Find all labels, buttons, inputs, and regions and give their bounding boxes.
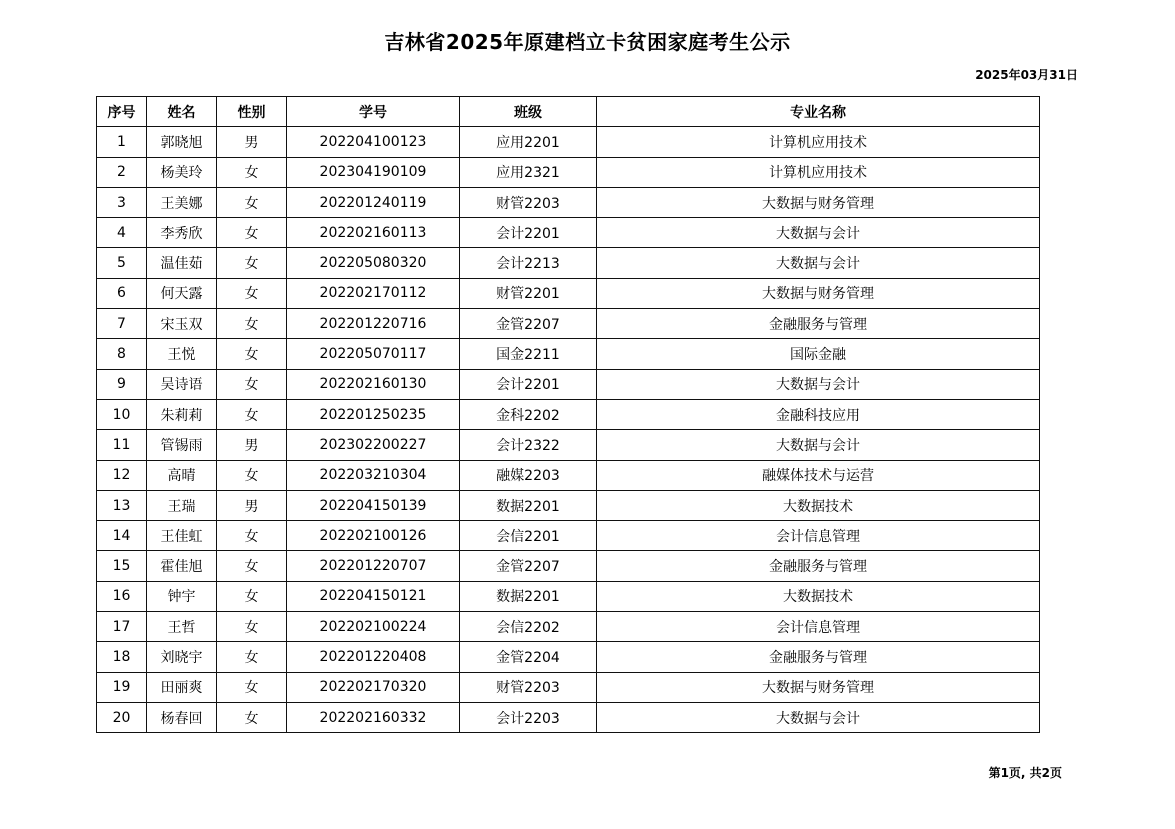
table-row [97, 187, 1040, 217]
cell-student-id: 202205080320 [287, 248, 460, 278]
cell-seq: 14 [97, 521, 147, 551]
cell-class: 财管2203 [460, 672, 597, 702]
cell-seq: 19 [97, 672, 147, 702]
cell-gender: 女 [217, 248, 287, 278]
cell-student-id: 202204100123 [287, 127, 460, 157]
cell-gender: 男 [217, 490, 287, 520]
table-row [97, 521, 1040, 551]
cell-gender: 女 [217, 460, 287, 490]
cell-class: 金管2207 [460, 309, 597, 339]
cell-seq: 1 [97, 127, 147, 157]
cell-student-id: 202201220408 [287, 642, 460, 672]
cell-class: 会计2201 [460, 218, 597, 248]
cell-student-id: 202202170112 [287, 278, 460, 308]
cell-class: 金管2207 [460, 551, 597, 581]
cell-gender: 女 [217, 672, 287, 702]
cell-class: 应用2321 [460, 157, 597, 187]
cell-gender: 女 [217, 399, 287, 429]
cell-major: 大数据与会计 [597, 369, 1040, 399]
cell-class: 国金2211 [460, 339, 597, 369]
cell-student-id: 202202100224 [287, 612, 460, 642]
cell-class: 财管2201 [460, 278, 597, 308]
cell-class: 会计2213 [460, 248, 597, 278]
cell-seq: 16 [97, 581, 147, 611]
table-row [97, 218, 1040, 248]
cell-seq: 9 [97, 369, 147, 399]
header-seq: 序号 [97, 97, 147, 127]
cell-name: 何天露 [147, 278, 217, 308]
cell-major: 大数据与财务管理 [597, 672, 1040, 702]
table-row [97, 127, 1040, 157]
cell-name: 霍佳旭 [147, 551, 217, 581]
cell-student-id: 202201250235 [287, 399, 460, 429]
cell-name: 王佳虹 [147, 521, 217, 551]
cell-major: 会计信息管理 [597, 521, 1040, 551]
cell-major: 大数据与财务管理 [597, 187, 1040, 217]
header-class: 班级 [460, 97, 597, 127]
header-name: 姓名 [147, 97, 217, 127]
cell-major: 金融服务与管理 [597, 551, 1040, 581]
cell-name: 朱莉莉 [147, 399, 217, 429]
table-row [97, 490, 1040, 520]
cell-gender: 女 [217, 157, 287, 187]
cell-seq: 8 [97, 339, 147, 369]
cell-student-id: 202205070117 [287, 339, 460, 369]
cell-name: 王悦 [147, 339, 217, 369]
cell-name: 李秀欣 [147, 218, 217, 248]
table-row [97, 642, 1040, 672]
cell-student-id: 202304190109 [287, 157, 460, 187]
cell-gender: 女 [217, 309, 287, 339]
cell-seq: 15 [97, 551, 147, 581]
cell-class: 会计2201 [460, 369, 597, 399]
cell-seq: 12 [97, 460, 147, 490]
cell-name: 宋玉双 [147, 309, 217, 339]
header-gender: 性别 [217, 97, 287, 127]
cell-seq: 7 [97, 309, 147, 339]
cell-class: 金科2202 [460, 399, 597, 429]
cell-student-id: 202202160113 [287, 218, 460, 248]
cell-major: 国际金融 [597, 339, 1040, 369]
cell-class: 数据2201 [460, 490, 597, 520]
publish-date: 2025年03月31日 [975, 68, 1078, 82]
cell-student-id: 202202160130 [287, 369, 460, 399]
cell-seq: 4 [97, 218, 147, 248]
cell-major: 大数据与财务管理 [597, 278, 1040, 308]
cell-student-id: 202302200227 [287, 430, 460, 460]
cell-student-id: 202201220707 [287, 551, 460, 581]
cell-student-id: 202202100126 [287, 521, 460, 551]
cell-gender: 女 [217, 369, 287, 399]
cell-student-id: 202201240119 [287, 187, 460, 217]
cell-major: 金融服务与管理 [597, 642, 1040, 672]
table-row [97, 339, 1040, 369]
cell-gender: 女 [217, 339, 287, 369]
cell-student-id: 202204150139 [287, 490, 460, 520]
cell-gender: 女 [217, 642, 287, 672]
cell-seq: 18 [97, 642, 147, 672]
cell-name: 王美娜 [147, 187, 217, 217]
cell-major: 大数据与会计 [597, 702, 1040, 732]
cell-major: 大数据与会计 [597, 430, 1040, 460]
cell-major: 计算机应用技术 [597, 127, 1040, 157]
table-row [97, 157, 1040, 187]
cell-class: 会信2202 [460, 612, 597, 642]
table-row [97, 278, 1040, 308]
cell-name: 刘晓宇 [147, 642, 217, 672]
cell-major: 计算机应用技术 [597, 157, 1040, 187]
cell-name: 王哲 [147, 612, 217, 642]
cell-name: 钟宇 [147, 581, 217, 611]
cell-major: 会计信息管理 [597, 612, 1040, 642]
cell-gender: 女 [217, 187, 287, 217]
header-student-id: 学号 [287, 97, 460, 127]
table-row [97, 430, 1040, 460]
cell-name: 王瑞 [147, 490, 217, 520]
cell-class: 会信2201 [460, 521, 597, 551]
cell-name: 管锡雨 [147, 430, 217, 460]
cell-seq: 6 [97, 278, 147, 308]
cell-name: 杨美玲 [147, 157, 217, 187]
page-title: 吉林省2025年原建档立卡贫困家庭考生公示 [384, 30, 791, 54]
cell-student-id: 202204150121 [287, 581, 460, 611]
table-row [97, 551, 1040, 581]
cell-gender: 女 [217, 278, 287, 308]
cell-name: 田丽爽 [147, 672, 217, 702]
cell-seq: 17 [97, 612, 147, 642]
cell-major: 金融科技应用 [597, 399, 1040, 429]
table-row [97, 672, 1040, 702]
table-row [97, 309, 1040, 339]
cell-gender: 女 [217, 521, 287, 551]
cell-gender: 男 [217, 430, 287, 460]
student-roster-table [96, 96, 1040, 733]
cell-seq: 13 [97, 490, 147, 520]
cell-class: 融媒2203 [460, 460, 597, 490]
cell-student-id: 202202160332 [287, 702, 460, 732]
cell-student-id: 202201220716 [287, 309, 460, 339]
table-row [97, 399, 1040, 429]
cell-major: 大数据技术 [597, 581, 1040, 611]
cell-gender: 男 [217, 127, 287, 157]
table-row [97, 581, 1040, 611]
cell-major: 融媒体技术与运营 [597, 460, 1040, 490]
cell-major: 金融服务与管理 [597, 309, 1040, 339]
cell-major: 大数据技术 [597, 490, 1040, 520]
cell-seq: 11 [97, 430, 147, 460]
page-indicator: 第1页, 共2页 [988, 766, 1062, 780]
cell-name: 杨春回 [147, 702, 217, 732]
cell-seq: 10 [97, 399, 147, 429]
cell-class: 金管2204 [460, 642, 597, 672]
cell-major: 大数据与会计 [597, 218, 1040, 248]
header-major: 专业名称 [597, 97, 1040, 127]
cell-gender: 女 [217, 581, 287, 611]
cell-gender: 女 [217, 612, 287, 642]
cell-student-id: 202202170320 [287, 672, 460, 702]
cell-student-id: 202203210304 [287, 460, 460, 490]
cell-name: 郭晓旭 [147, 127, 217, 157]
cell-name: 高晴 [147, 460, 217, 490]
table-row [97, 612, 1040, 642]
cell-gender: 女 [217, 702, 287, 732]
cell-seq: 3 [97, 187, 147, 217]
table-row [97, 702, 1040, 732]
cell-name: 温佳茹 [147, 248, 217, 278]
cell-gender: 女 [217, 218, 287, 248]
table-header-row [97, 97, 1040, 127]
cell-major: 大数据与会计 [597, 248, 1040, 278]
table-row [97, 248, 1040, 278]
cell-class: 会计2203 [460, 702, 597, 732]
table-row [97, 460, 1040, 490]
table-body [97, 127, 1040, 733]
cell-seq: 20 [97, 702, 147, 732]
cell-name: 吴诗语 [147, 369, 217, 399]
table-row [97, 369, 1040, 399]
cell-class: 数据2201 [460, 581, 597, 611]
cell-class: 会计2322 [460, 430, 597, 460]
cell-seq: 5 [97, 248, 147, 278]
cell-class: 应用2201 [460, 127, 597, 157]
cell-seq: 2 [97, 157, 147, 187]
cell-class: 财管2203 [460, 187, 597, 217]
cell-gender: 女 [217, 551, 287, 581]
